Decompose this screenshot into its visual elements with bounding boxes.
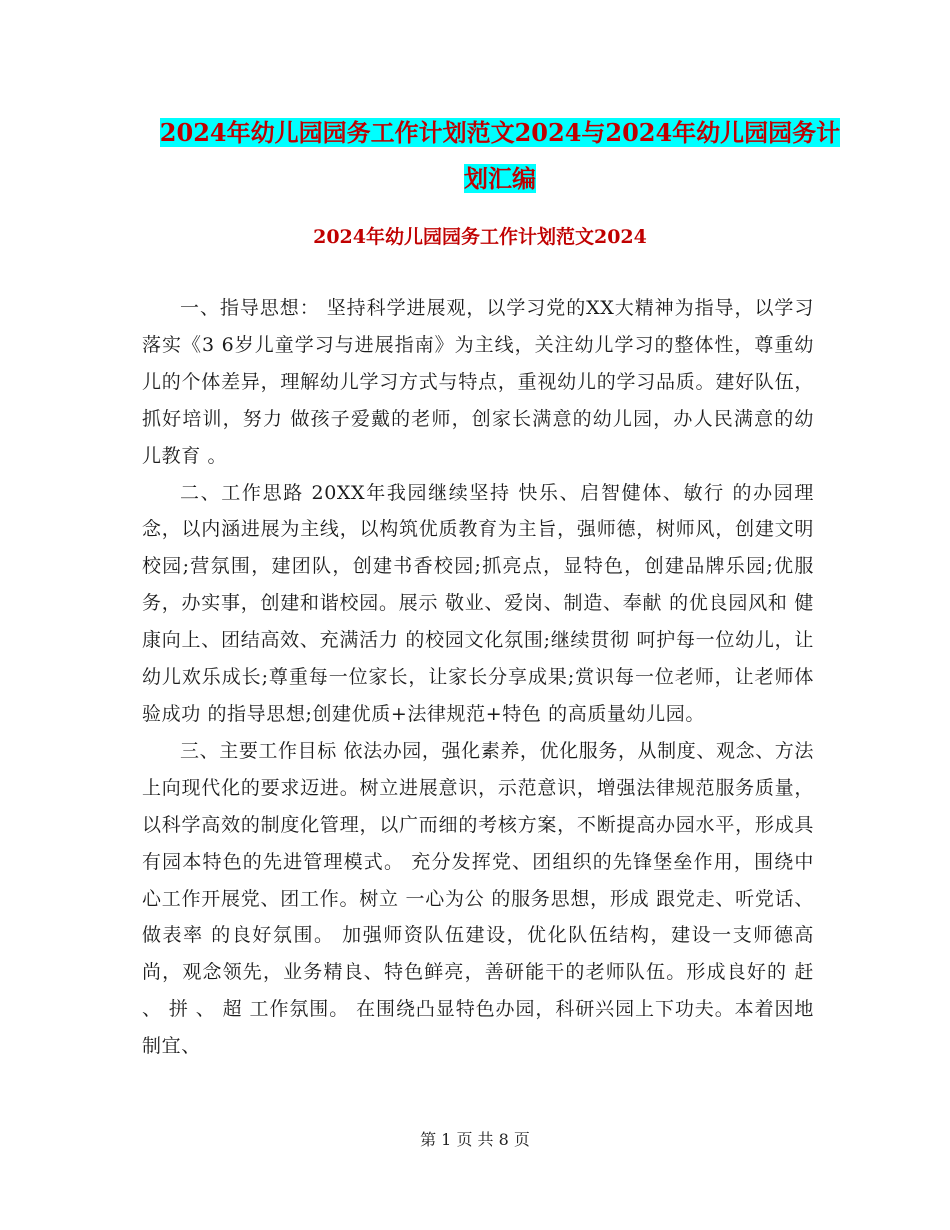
paragraph-work-approach: 二、工作思路 20XX年我园继续坚持 快乐、启智健体、敏行 的办园理念，以内涵进展为主线，以构筑优质教育为主旨，强师德，树师风，创建文明校园;营氛围，建团队，创建书香校园;抓亮点，显特色，创建品牌乐园;优服务，办实事，创建和谐校园。展示 敬业、爱岗、制造、奉献 的优良园风和 健康向上、团结高效、充满活力 的校园文化氛围;继续贯彻 呵护每一位幼儿，让幼儿欢乐成长;尊重每一位家长，让家长分享成果;赏识每一位老师，让老师体验成功 的指导思想;创建优质+法律规范+特色 的高质量幼儿园。 — [142, 481, 814, 725]
document-title — [150, 110, 850, 202]
body-text — [142, 290, 814, 1065]
document-title-text: 2024年幼儿园园务工作计划范文2024与2024年幼儿园园务计划汇编 — [159, 118, 841, 193]
paragraph-main-goals: 三、主要工作目标 依法办园，强化素养，优化服务，从制度、观念、方法上向现代化的要求迈进。树立进展意识，示范意识，增强法律规范服务质量，以科学高效的制度化管理，以广而细的考核方案，不断提高办园水平，形成具有园本特色的先进管理模式。 充分发挥党、团组织的先锋堡垒作用，围绕中心工作开展党、团工作。树立 一心为公 的服务思想，形成 跟党走、听党话、做表率 的良好氛围。 加强师资队伍建设，优化队伍结构，建设一支师德高尚，观念领先，业务精良、特色鲜亮，善研能干的老师队伍。形成良好的 赶 、 拼 、 超 工作氛围。 在围绕凸显特色办园，科研兴园上下功夫。本着因地制宜、 — [142, 739, 814, 1058]
section-title: 2024年幼儿园园务工作计划范文2024 — [313, 226, 647, 248]
paragraph-guiding-ideology: 一、指导思想： 坚持科学进展观，以学习党的XX大精神为指导，以学习落实《3 6岁儿童学习与进展指南》为主线，关注幼儿学习的整体性，尊重幼儿的个体差异，理解幼儿学习方式与特点，重视幼儿的学习品质。建好队伍，抓好培训，努力 做孩子爱戴的老师，创家长满意的幼儿园，办人民满意的幼儿教育 。 — [142, 297, 814, 467]
page-footer: 第 1 页 共 8 页 — [420, 1130, 530, 1149]
